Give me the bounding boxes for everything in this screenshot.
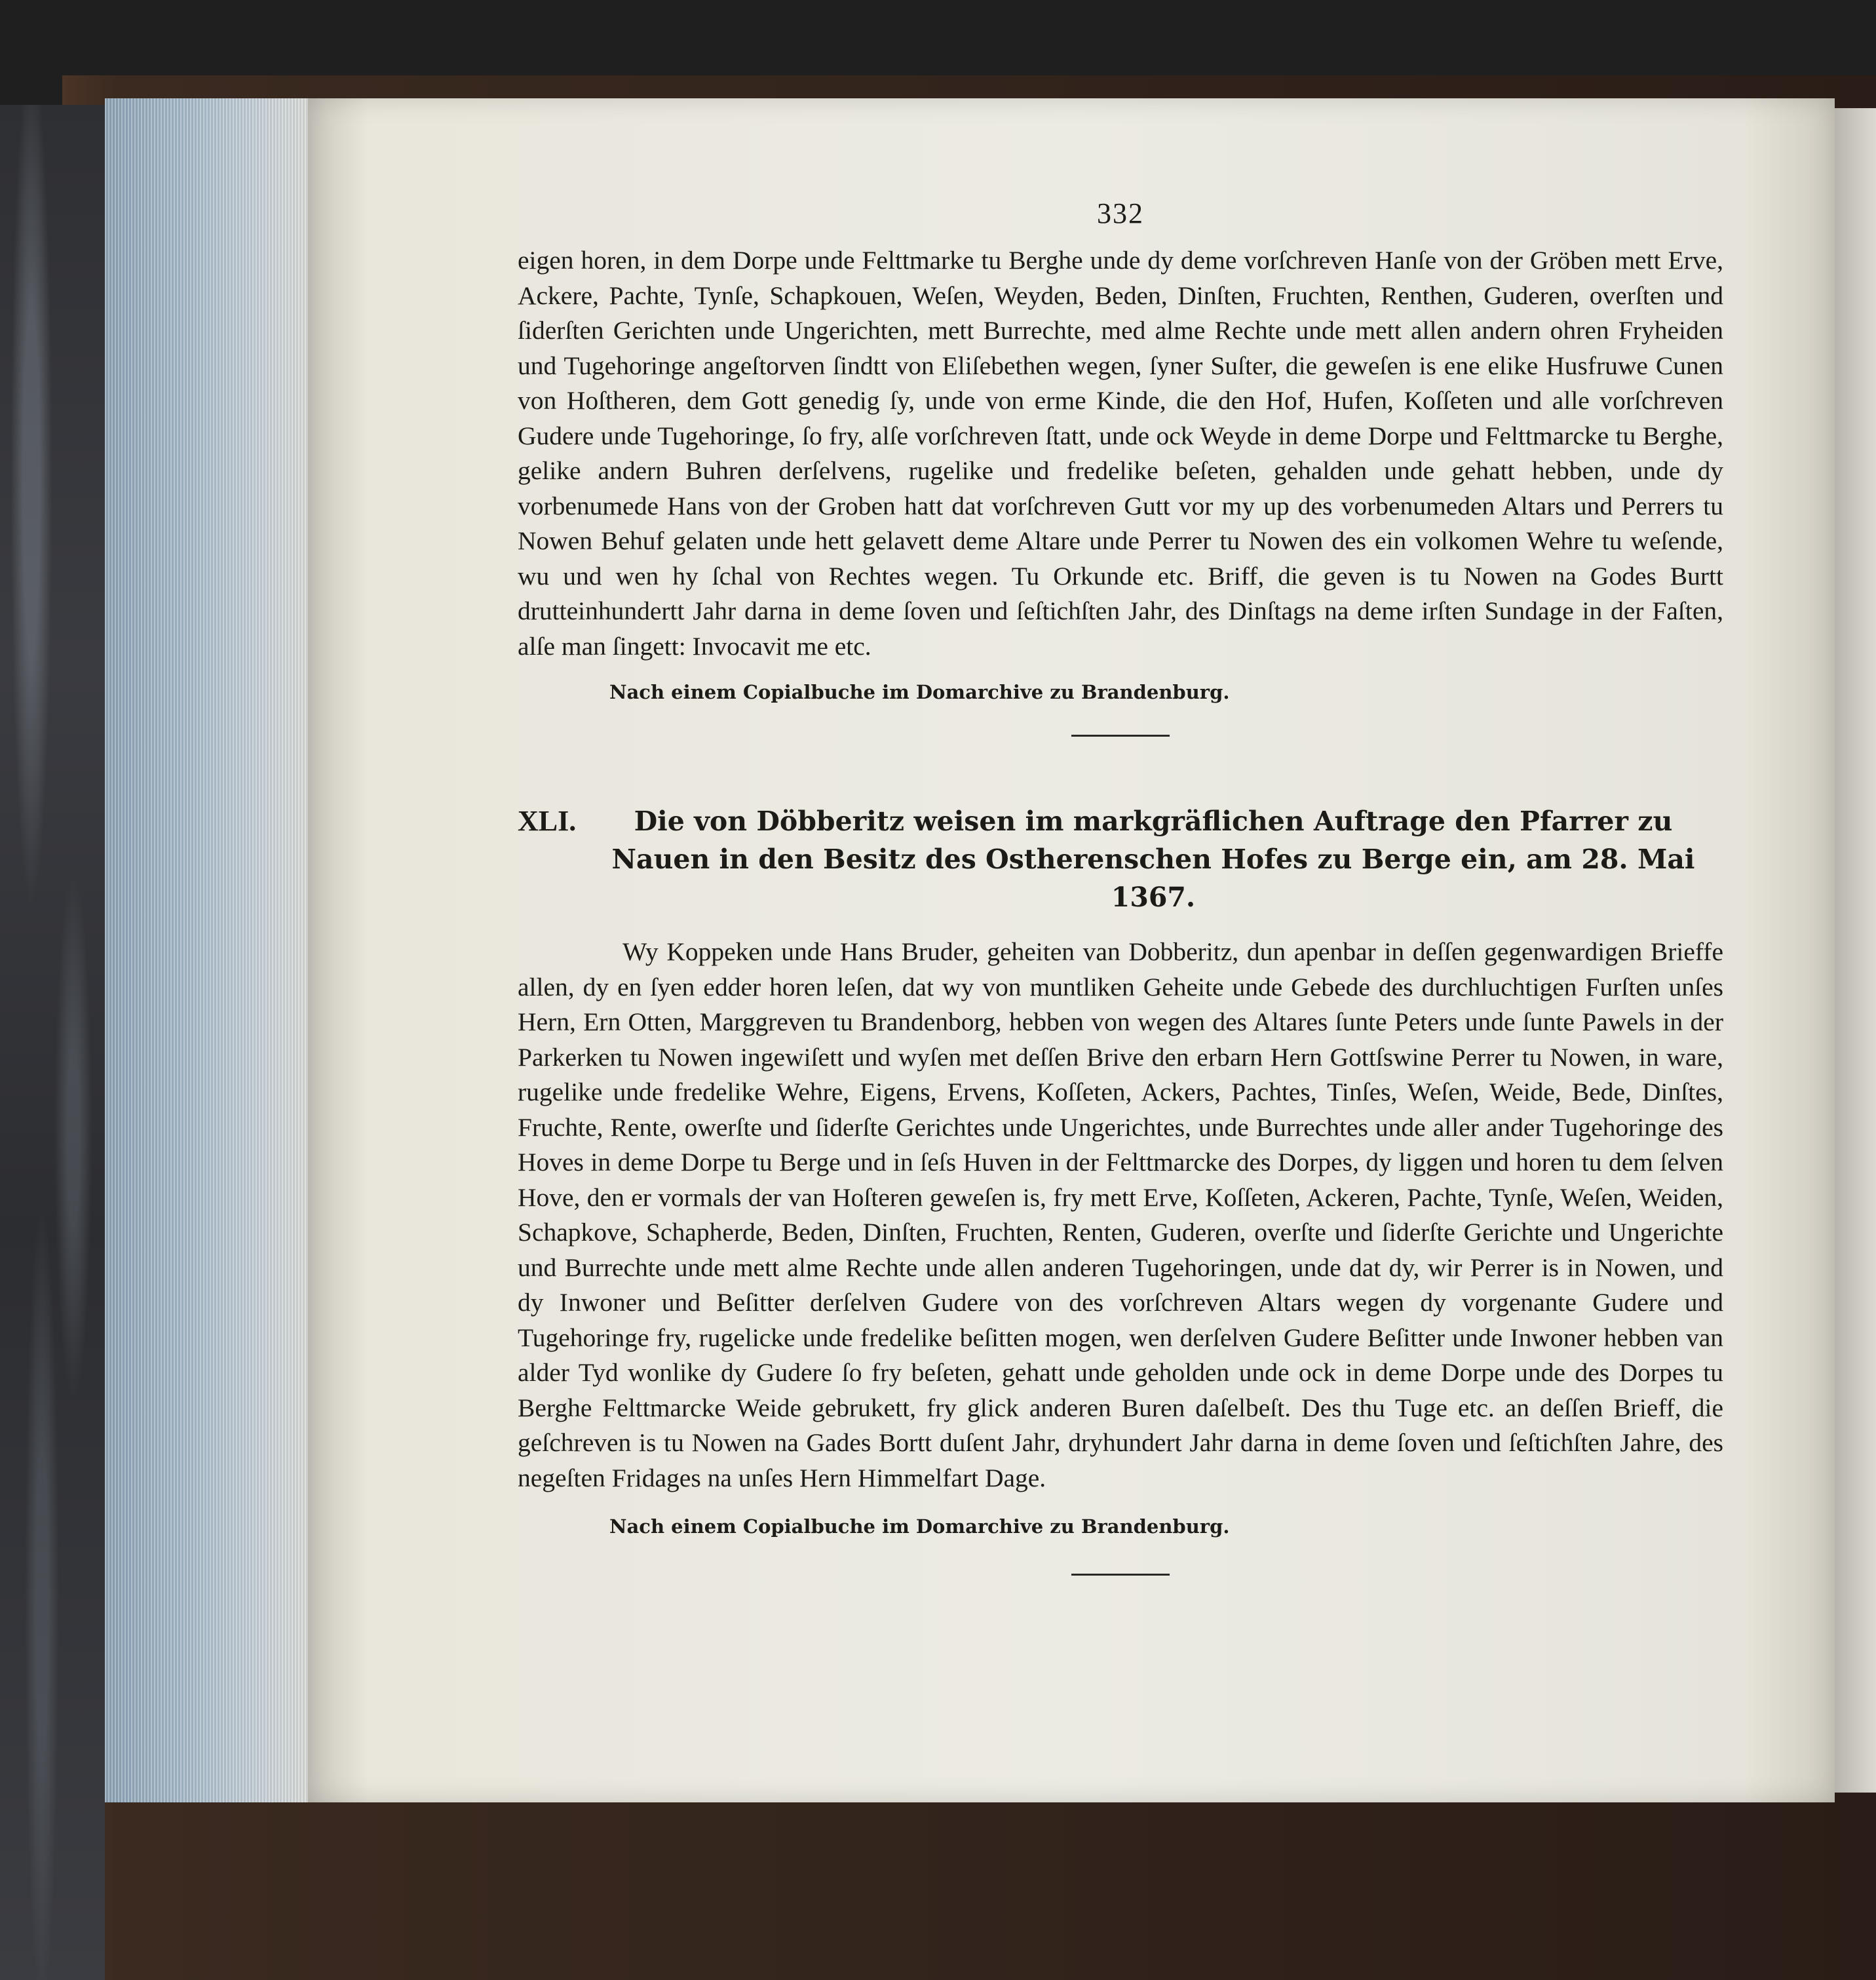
facing-page-edge [1835, 108, 1876, 1793]
document-paragraph: Wy Koppeken unde Hans Bruder, geheiten van Dobberitz, dun apenbar in deſſen gegenwardigen Brieffe allen, dy en ſyen edder horen leſen, dat wy von muntliken Geheite unde Gebede des durchluchtigen Furſten unſes Hern, Ern Otten, Marggreven tu Brandenborg, hebben von wegen des Altares ſunte Peters unde ſunte Pawels in der Parkerken tu Nowen ingewiſett und wyſen met deſſen Brive den erbarn Hern Gottſswine Perrer tu Nowen, in ware, rugelike unde fredelike Wehre, Eigens, Ervens, Koſſeten, Ackers, Pachtes, Tinſes, Weſen, Weide, Bede, Dinſtes, Fruchte, Rente, owerſte und ſiderſte Gerichtes unde Ungerichtes, unde Burrechtes unde aller ander Tugehoringe des Hoves in deme Dorpe tu Berge und in ſeſs Huven in der Felttmarcke des Dorpes, dy liggen und horen tu dem ſelven Hove, den er vormals der van Hoſteren geweſen is, fry mett Erve, Koſſeten, Ackeren, Pachte, Tynſe, Weſen, Weiden, Schapkove, Schapherde, Beden, Dinſten, Fruchten, Renten, Guderen, overſte und ſiderſte Gerichte und Ungerichte und Burrechte unde mett alme Rechte unde allen anderen Tugehoringen, unde dat dy, wir Perrer is in Nowen, und dy Inwoner und Beſitter derſelven Gudere von des vorſchreven Altars wegen dy vorgenante Gudere und Tugehoringe fry, rugelicke unde fredelike beſitten mogen, wen derſelven Gudere Beſitter unde Inwoner hebben van alder Tyd wonlike dy Gudere ſo fry beſeten, gehatt unde geholden unde ock in deme Dorpe unde des Dorpes tu Berghe Felttmarcke Weide gebrukett, fry glick anderen Buren daſelbeſt. Des thu Tuge etc. an deſſen Brieff, die geſchreven is tu Nowen na Gades Bortt duſent Jahr, dryhundert Jahr darna in deme ſoven und ſeſtichſten Jahre, des negeſten Fridages na unſes Hern Himmelfart Dage. [518, 937, 1723, 1492]
document-paragraph: eigen horen, in dem Dorpe unde Felttmarke tu Berghe unde dy deme vorſchreven Hanſe von der Gröben mett Erve, Ackere, Pachte, Tynſe, Schapkouen, Weſen, Weyden, Beden, Dinſten, Fruchten, Renthen, Guderen, overſten und ſiderſten Gerichten unde Ungerichten, mett Burrechte, med alme Rechte unde mett allen andern ohren Fryheiden und Tugehoringe angeſtorven ſindtt von Eliſebethen wegen, ſyner Suſter, die geweſen is ene elike Husfruwe Cunen von Hoſtheren, dem Gott genedig ſy, unde von erme Kinde, die den Hof, Hufen, Koſſeten und alle vorſchreven Gudere unde Tugehoringe, ſo fry, alſe vorſchreven ſtatt, unde ock Weyde in deme Dorpe und Felttmarcke tu Berghe, gelike andern Buhren derſelvens, rugelike und fredelike beſeten, gehalden unde gehatt hebben, unde dy vorbenumede Hans von der Groben hatt dat vorſchreven Gutt vor my up des vorbenumeden Altars und Perrers tu Nowen Behuf gelaten unde hett gelavett deme Altare unde Perrer tu Nowen des ein volkomen Wehre tu weſende, wu und wen hy ſchal von Rechtes wegen. Tu Orkunde etc. Briff, die geven is tu Nowen na Godes Burtt drutteinhundertt Jahr darna in deme ſoven und ſeſtichſten Jahr, des Dinſtags na deme irſten Sundage in der Faſten, alſe man ſingett: Invocavit me etc. [518, 246, 1723, 661]
section-heading [518, 802, 1723, 916]
page-number: 332 [1097, 197, 1144, 229]
source-citation: Nach einem Copialbuche im Domarchive zu Brandenburg. [609, 1515, 1230, 1538]
section-title: Die von Döbberitz weisen im markgräflichen Auftrage den Pfarrer zu Nauen in den Besitz des Ostherenschen Hofes zu Berge ein, am 28. Mai 1367. [611, 806, 1695, 913]
section-divider [1071, 1574, 1170, 1576]
marbled-endpaper [0, 105, 105, 1980]
source-citation: Nach einem Copialbuche im Domarchive zu Brandenburg. [609, 681, 1230, 703]
page-edges [105, 98, 321, 1802]
section-number: XLI. [518, 805, 577, 837]
page-content [518, 197, 1723, 1576]
section-divider [1071, 735, 1170, 737]
